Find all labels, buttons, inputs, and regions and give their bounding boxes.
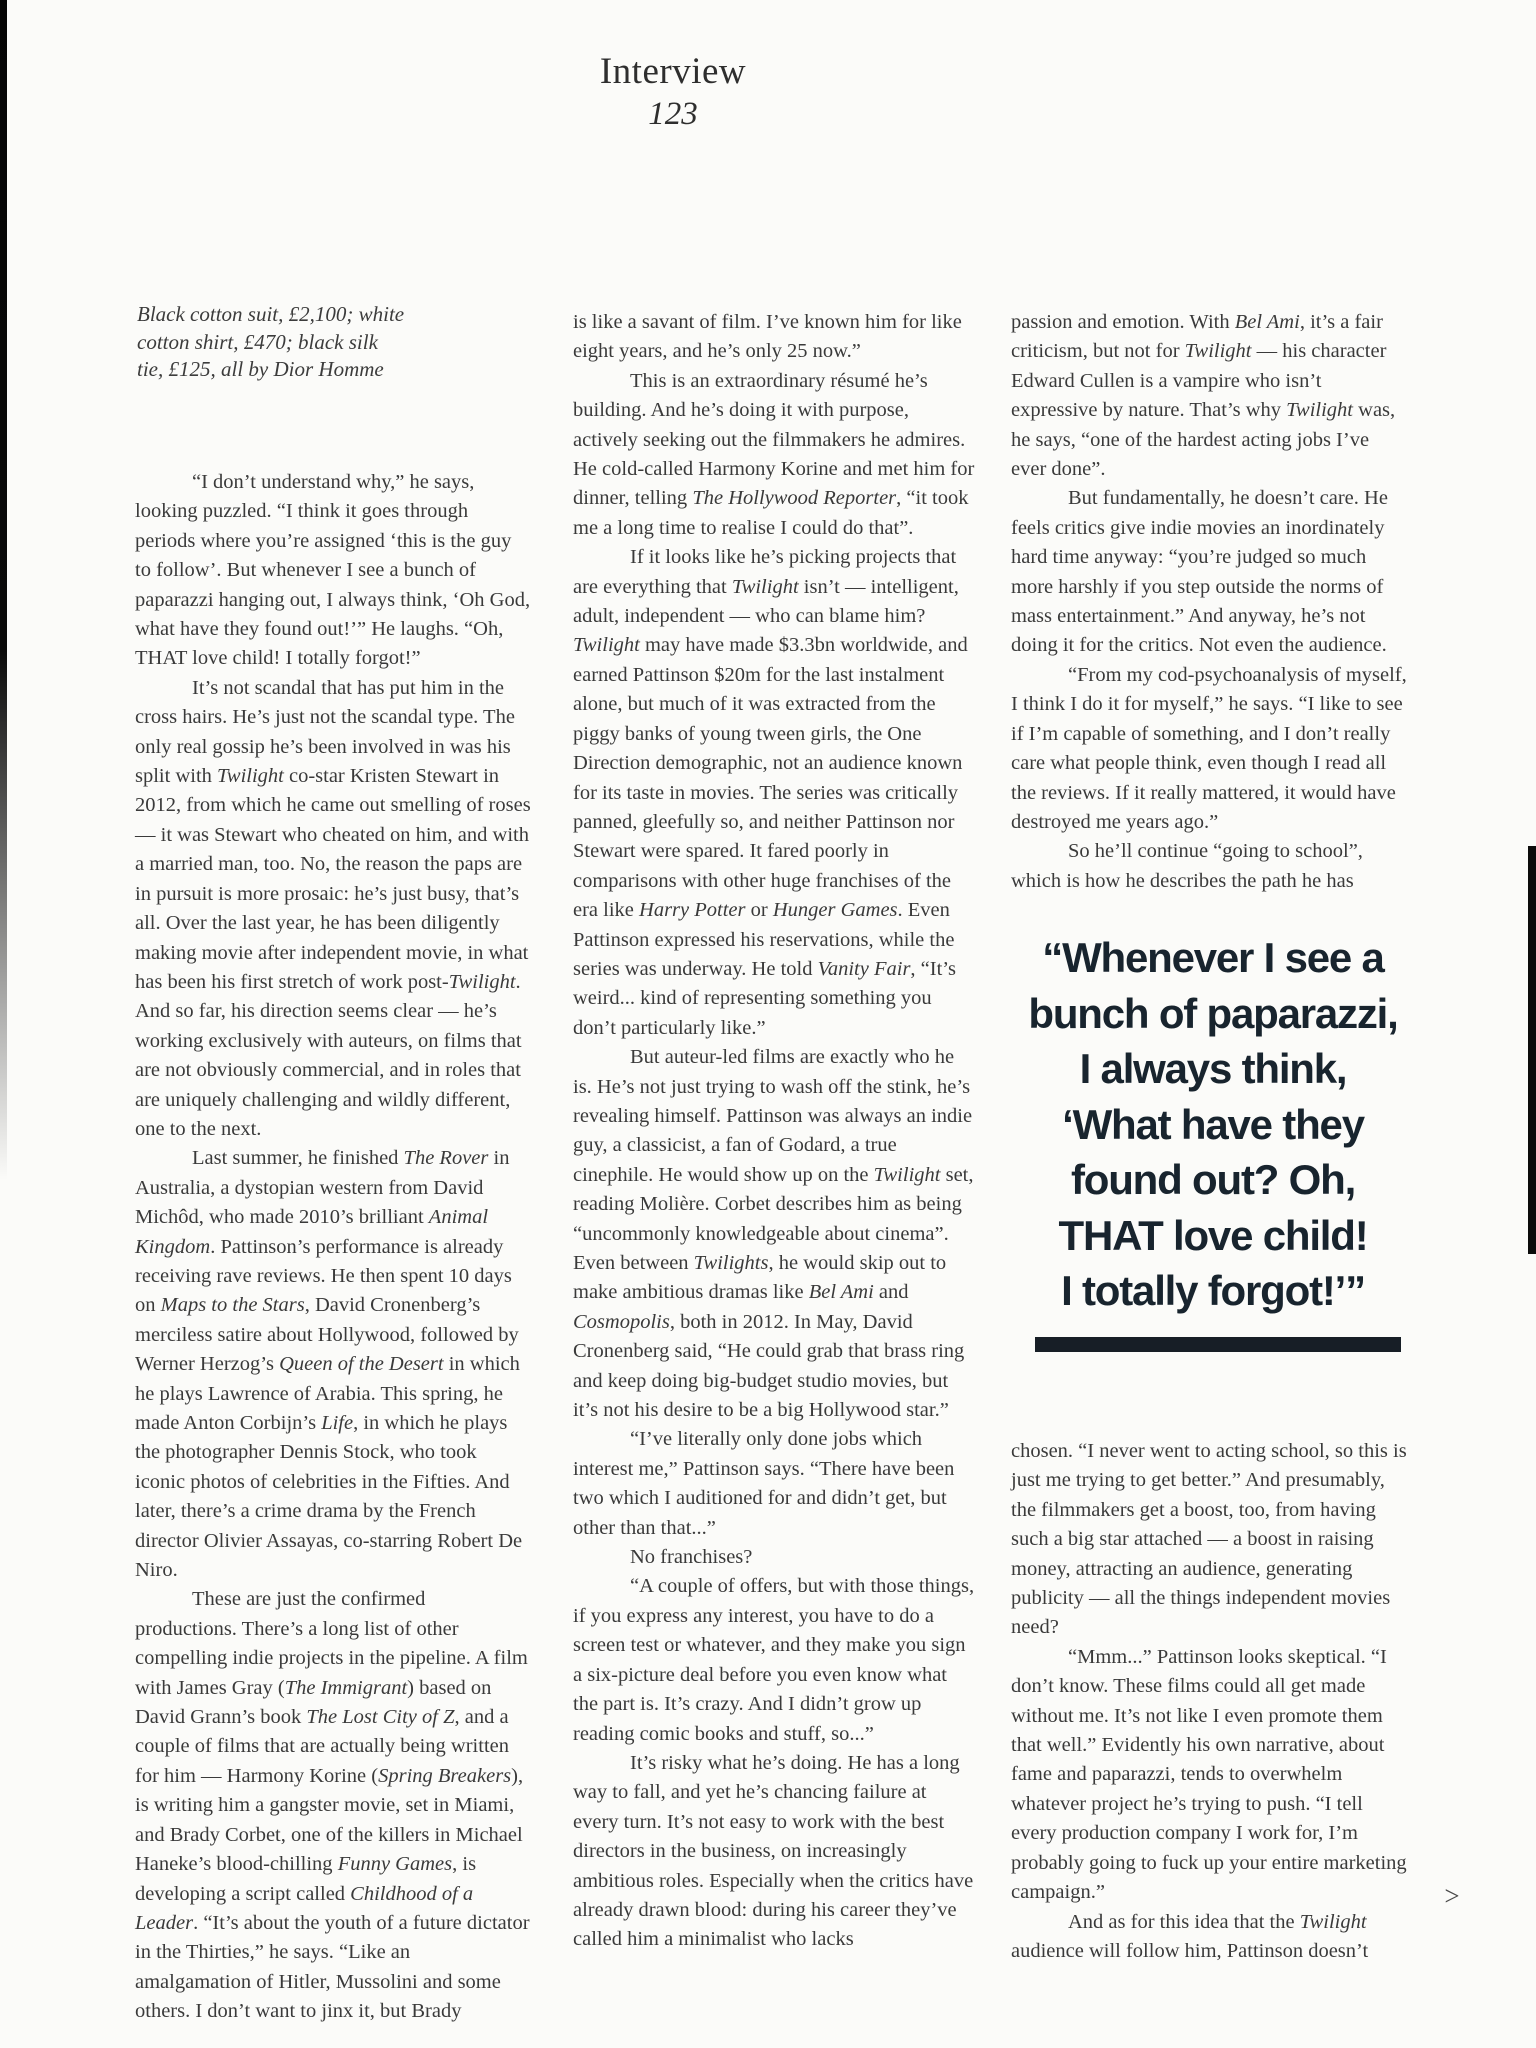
paragraph: And as for this idea that the Twilight audience will follow him, Pattinson doesn’t [1011, 1910, 1369, 1962]
photo-credit-caption [137, 301, 467, 384]
paragraph: It’s risky what he’s doing. He has a long way to fall, and yet he’s chancing failure at every turn. It’s not easy to work with the best directors in the business, on increasingly ambitious roles. Especially when the critics have already drawn blood: during his career they’ve called him a minimalist who lacks [573, 1751, 974, 1951]
pull-quote-line: “Whenever I see a [1042, 934, 1384, 981]
pull-quote-line: bunch of paparazzi, [1028, 989, 1398, 1037]
article-column-3-lower [1011, 1437, 1409, 1966]
page-edge-shadow-right [1528, 846, 1536, 1254]
pull-quote-line: I totally forgot!’” [1061, 1267, 1365, 1314]
pull-quote-line: found out? Oh, [1070, 1156, 1356, 1203]
page-edge-shadow-left [0, 0, 7, 1180]
paragraph: “I’ve literally only done jobs which interest me,” Pattinson says. “There have been two which I auditioned for and didn’t get, but other than that...” [573, 1428, 955, 1539]
article-column-2 [573, 308, 975, 1955]
article-column-3-upper [1011, 308, 1409, 896]
caption-line: cotton shirt, £470; black silk [137, 329, 378, 354]
article-column-1 [135, 468, 531, 2027]
paragraph: “A couple of offers, but with those things, if you express any interest, you have to do a screen test or whatever, and they make you sign a six-picture deal before you even know what the part is. It’s crazy. And I didn’t grow up reading comic books and stuff, so...” [573, 1575, 975, 1745]
paragraph: It’s not scandal that has put him in the cross hairs. He’s just not the scandal type. The only real gossip he’s been involved in was his split with Twilight co-star Kristen Stewart in 2012, from which he came out smelling of roses — it was Stewart who cheated on him, and with a married man, too. No, the reason the paps are in pursuit is more prosaic: he’s just busy, that’s all. Over the last year, he has been diligently making movie after independent movie, in what has been his first stretch of work post-Twilight. And so far, his direction seems clear — he’s working exclusively with auteurs, on films that are not obviously commercial, and in roles that are uniquely challenging and wildly different, one to the next. [135, 676, 531, 1140]
paragraph: These are just the confirmed productions. There’s a long list of other compelling indie projects in the pipeline. A film with James Gray (The Immigrant) based on David Grann’s book The Lost City of Z, and a couple of films that are actually being written for him — Harmony Korine (Spring Breakers), is writing him a gangster movie, set in Miami, and Brady Corbet, one of the killers in Michael Haneke’s blood-chilling Funny Games, is developing a script called Childhood of a Leader. “It’s about the youth of a future dictator in the Thirties,” he says. “Like an amalgamation of Hitler, Mussolini and some others. I don’t want to jinx it, but Brady [135, 1588, 530, 2023]
paragraph: is like a savant of film. I’ve known him for like eight years, and he’s only 25 now.” [573, 311, 962, 363]
section-title: Interview [599, 51, 747, 92]
paragraph: If it looks like he’s picking projects that are everything that Twilight isn’t — intelligent, adult, independent — who can blame him? Twilight may have made $3.3bn worldwide, and earned Pattinson $20m for the last instalment alone, but much of it was extracted from the piggy banks of young tween girls, the One Direction demographic, not an audience known for its taste in movies. The series was critically panned, gleefully so, and neither Pattinson nor Stewart were spared. It fared poorly in comparisons with other huge franchises of the era like Harry Potter or Hunger Games. Even Pattinson expressed his reservations, while the series was underway. He told Vanity Fair, “It’s weird... kind of representing something you don’t particularly like.” [573, 546, 968, 1039]
paragraph: chosen. “I never went to acting school, so this is just me trying to get better.” And presumably, the filmmakers get a boost, too, from having such a big star attached — a boost in raising money, attracting an audience, generating publicity — all the things independent movies need? [1011, 1440, 1407, 1639]
pull-quote-line: ‘What have they [1062, 1100, 1364, 1148]
paragraph: “I don’t understand why,” he says, looking puzzled. “I think it goes through periods where you’re assigned ‘this is the guy to follow’. But whenever I see a bunch of paparazzi hanging out, I always think, ‘Oh God, what have they found out!’” He laughs. “Oh, THAT love child! I totally forgot!” [135, 471, 531, 670]
pull-quote-line: I always think, [1079, 1045, 1347, 1092]
caption-line: Black cotton suit, £2,100; white [137, 302, 405, 326]
paragraph: “Mmm...” Pattinson looks skeptical. “I don’t know. These films could all get made without me. It’s not like I even promote them that well.” Evidently his own narrative, about fame and paparazzi, tends to overwhelm whatever project he’s trying to push. “I tell every production company I work for, I’m probably going to fuck up your entire marketing campaign.” [1011, 1645, 1407, 1904]
page-number: 123 [648, 96, 698, 132]
paragraph: This is an extraordinary résumé he’s building. And he’s doing it with purpose, actively seeking out the filmmakers he admires. He cold-called Harmony Korine and met him for dinner, telling The Hollywood Reporter, “it took me a long time to realise I could do that”. [573, 369, 975, 539]
pull-quote-line: THAT love child! [1058, 1211, 1368, 1259]
paragraph: passion and emotion. With Bel Ami, it’s a fair criticism, but not for Twilight — his character Edward Cullen is a vampire who isn’t expressive by nature. That’s why Twilight was, he says, “one of the hardest acting jobs I’ve ever done”. [1011, 311, 1396, 481]
paragraph: “From my cod-psychoanalysis of myself, I think I do it for myself,” he says. “I like to see if I’m capable of something, and I don’t really care what people think, even though I read all the reviews. If it really mattered, it would have destroyed me years ago.” [1011, 663, 1407, 833]
caption-line: tie, £125, all by Dior Homme [137, 357, 384, 381]
next-page-arrow[interactable]: > [1444, 1881, 1460, 1911]
paragraph: No franchises? [630, 1546, 753, 1569]
pull-quote [996, 930, 1430, 1319]
paragraph: But fundamentally, he doesn’t care. He feels critics give indie movies an inordinately hard time anyway: “you’re judged so much more harshly if you step outside the norms of mass entertainment.” And anyway, he’s not doing it for the critics. Not even the audience. [1011, 487, 1388, 657]
paragraph: So he’ll continue “going to school”, which is how he describes the path he has [1011, 840, 1363, 892]
pull-quote-underline-bar [1035, 1337, 1401, 1352]
paragraph: But auteur-led films are exactly who he is. He’s not just trying to wash off the stink, he’s revealing himself. Pattinson was always an indie guy, a classicist, a fan of Godard, a true cinephile. He would show up on the Twilight set, reading Molière. Corbet describes him as being “uncommonly knowledgeable about cinema”. Even between Twilights, he would skip out to make ambitious dramas like Bel Ami and Cosmopolis, both in 2012. In May, David Cronenberg said, “He could grab that brass ring and keep doing big-budget studio movies, but it’s not his desire to be a big Hollywood star.” [573, 1046, 974, 1422]
paragraph: Last summer, he finished The Rover in Australia, a dystopian western from David Michôd, who made 2010’s brilliant Animal Kingdom. Pattinson’s performance is already receiving rave reviews. He then spent 10 days on Maps to the Stars, David Cronenberg’s merciless satire about Hollywood, followed by Werner Herzog’s Queen of the Desert in which he plays Lawrence of Arabia. This spring, he made Anton Corbijn’s Life, in which he plays the photographer Dennis Stock, who took iconic photos of celebrities in the Fifties. And later, there’s a crime drama by the French director Olivier Assayas, co-starring Robert De Niro. [135, 1147, 523, 1582]
page-header [0, 52, 1346, 132]
